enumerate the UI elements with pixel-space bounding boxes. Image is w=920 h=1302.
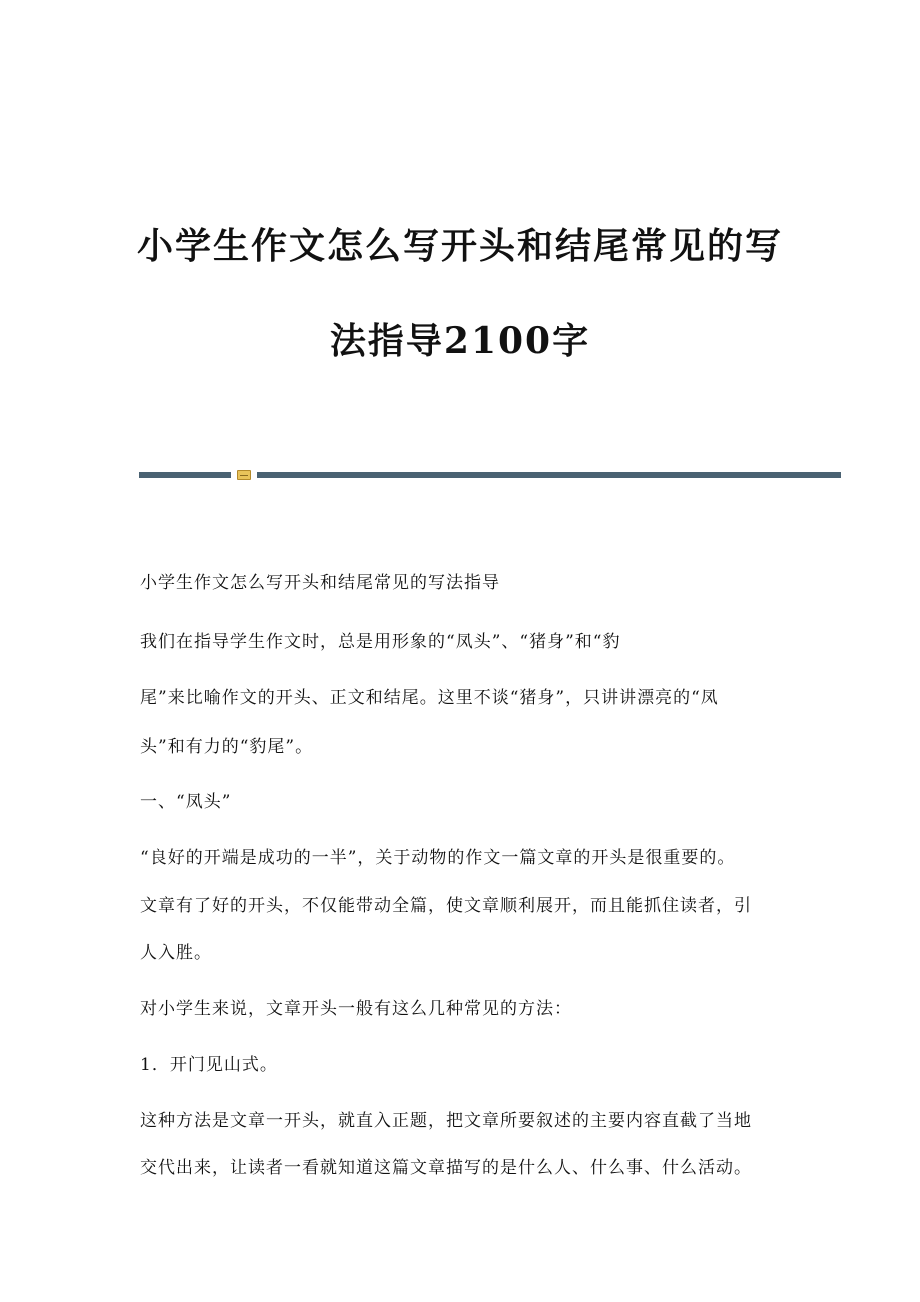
document-title-line-2: 法指导2100字	[329, 320, 591, 362]
body-line: 人入胜。	[140, 943, 212, 963]
divider-emblem-icon	[237, 470, 251, 480]
subsection-heading: 1．开门见山式。	[140, 1055, 278, 1075]
body-line: 对小学生来说，文章开头一般有这么几种常见的方法：	[140, 999, 572, 1019]
section-heading: 一、“凤头”	[140, 792, 232, 812]
body-line: 我们在指导学生作文时，总是用形象的“凤头”、“猪身”和“豹	[140, 632, 621, 652]
body-line: “良好的开端是成功的一半”，关于动物的作文一篇文章的开头是很重要的。	[140, 848, 736, 868]
document-title-line-1: 小学生作文怎么写开头和结尾常见的写	[136, 225, 783, 267]
body-line: 交代出来，让读者一看就知道这篇文章描写的是什么人、什么事、什么活动。	[140, 1158, 752, 1178]
body-line: 这种方法是文章一开头，就直入正题，把文章所要叙述的主要内容直截了当地	[140, 1111, 752, 1131]
divider-bar-right	[257, 472, 841, 478]
body-line: 头”和有力的“豹尾”。	[140, 737, 314, 757]
body-line: 小学生作文怎么写开头和结尾常见的写法指导	[140, 573, 500, 593]
divider-bar-left	[139, 472, 231, 478]
body-line: 文章有了好的开头，不仅能带动全篇，使文章顺利展开，而且能抓住读者，引	[140, 896, 752, 916]
decorative-divider	[139, 470, 841, 480]
body-line: 尾”来比喻作文的开头、正文和结尾。这里不谈“猪身”，只讲讲漂亮的“凤	[140, 688, 719, 708]
